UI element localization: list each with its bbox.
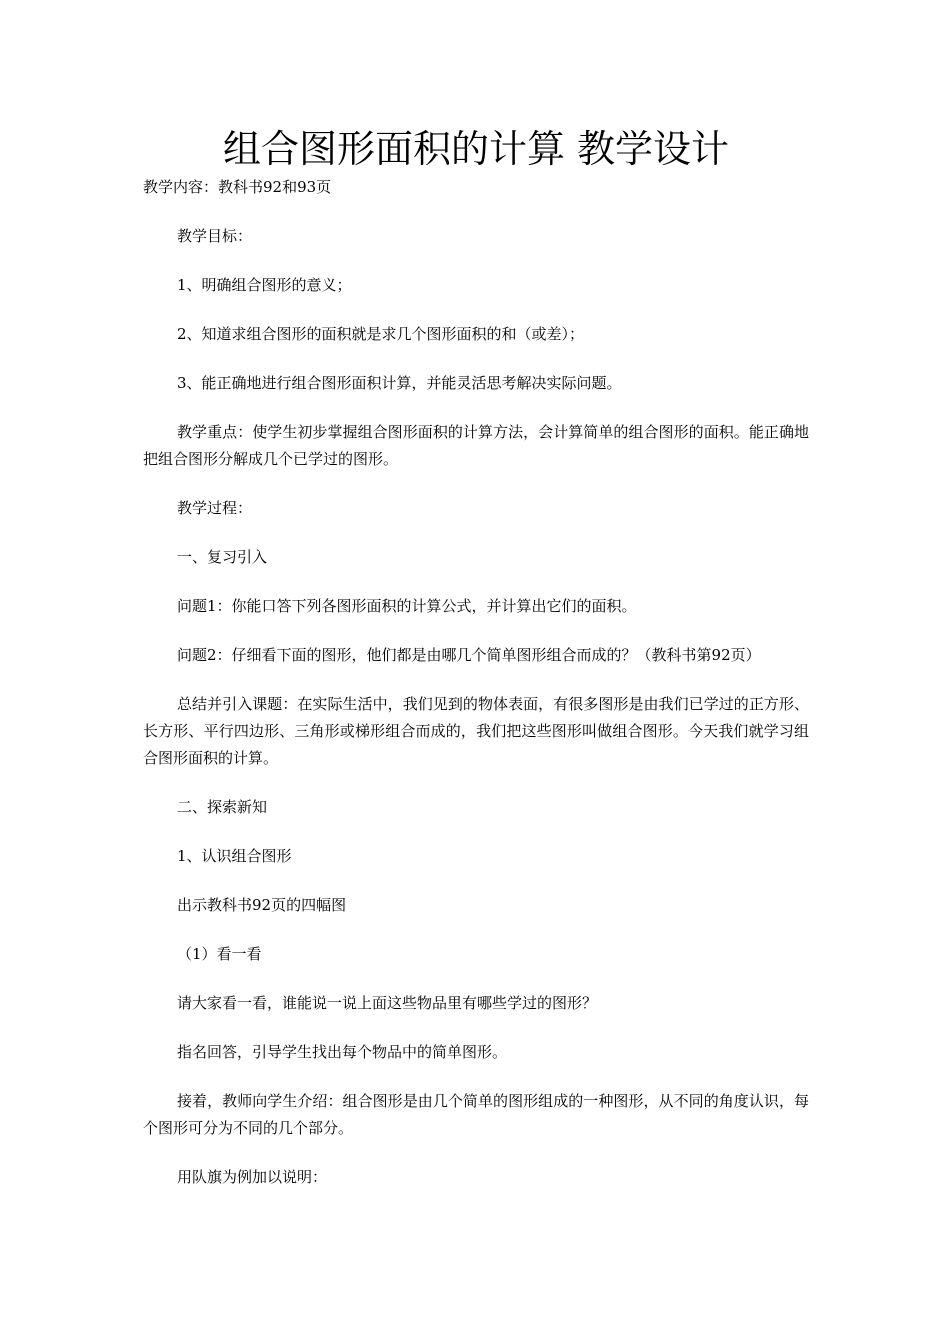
paragraph-process-heading: 教学过程： bbox=[177, 499, 253, 517]
paragraph-key-points: 教学重点：使学生初步掌握组合图形面积的计算方法，会计算简单的组合图形的面积。能正确地把组合图形分解成几个已学过的图形。 bbox=[143, 423, 809, 468]
paragraph-objective-1: 1、明确组合图形的意义； bbox=[177, 276, 352, 294]
paragraph-objective-2: 2、知道求组合图形的面积就是求几个图形面积的和（或差）； bbox=[177, 325, 585, 343]
paragraph-answer: 指名回答，引导学生找出每个物品中的简单图形。 bbox=[177, 1043, 508, 1061]
teaching-content-line: 教学内容：教科书92和93页 bbox=[143, 178, 332, 196]
paragraph-ask: 请大家看一看，谁能说一说上面这些物品里有哪些学过的图形？ bbox=[177, 994, 598, 1012]
document-title: 组合图形面积的计算 教学设计 bbox=[222, 127, 730, 171]
paragraph-question-1: 问题1：你能口答下列各图形面积的计算公式，并计算出它们的面积。 bbox=[177, 597, 637, 615]
paragraph-teacher-intro: 接着，教师向学生介绍：组合图形是由几个简单的图形组成的一种图形，从不同的角度认识，每个图形可分为不同的几个部分。 bbox=[143, 1092, 809, 1137]
paragraph-section-2: 二、探索新知 bbox=[177, 798, 268, 816]
paragraph-section-1: 一、复习引入 bbox=[177, 548, 268, 566]
paragraph-look: （1）看一看 bbox=[177, 945, 262, 963]
paragraph-summary: 总结并引入课题：在实际生活中，我们见到的物体表面，有很多图形是由我们已学过的正方形、长方形、平行四边形、三角形或梯形组合而成的，我们把这些图形叫做组合图形。今天我们就学习组合图形面积的计算。 bbox=[143, 695, 809, 767]
paragraph-objective-3: 3、能正确地进行组合图形面积计算，并能灵活思考解决实际问题。 bbox=[177, 374, 622, 392]
paragraph-show-figures: 出示教科书92页的四幅图 bbox=[177, 896, 347, 914]
paragraph-objectives-heading: 教学目标： bbox=[177, 227, 253, 245]
document-page bbox=[143, 118, 809, 1213]
paragraph-question-2: 问题2：仔细看下面的图形，他们都是由哪几个简单图形组合而成的？（教科书第92页） bbox=[177, 646, 761, 664]
paragraph-flag-example: 用队旗为例加以说明： bbox=[177, 1168, 328, 1186]
paragraph-subsection-1: 1、认识组合图形 bbox=[177, 847, 292, 865]
